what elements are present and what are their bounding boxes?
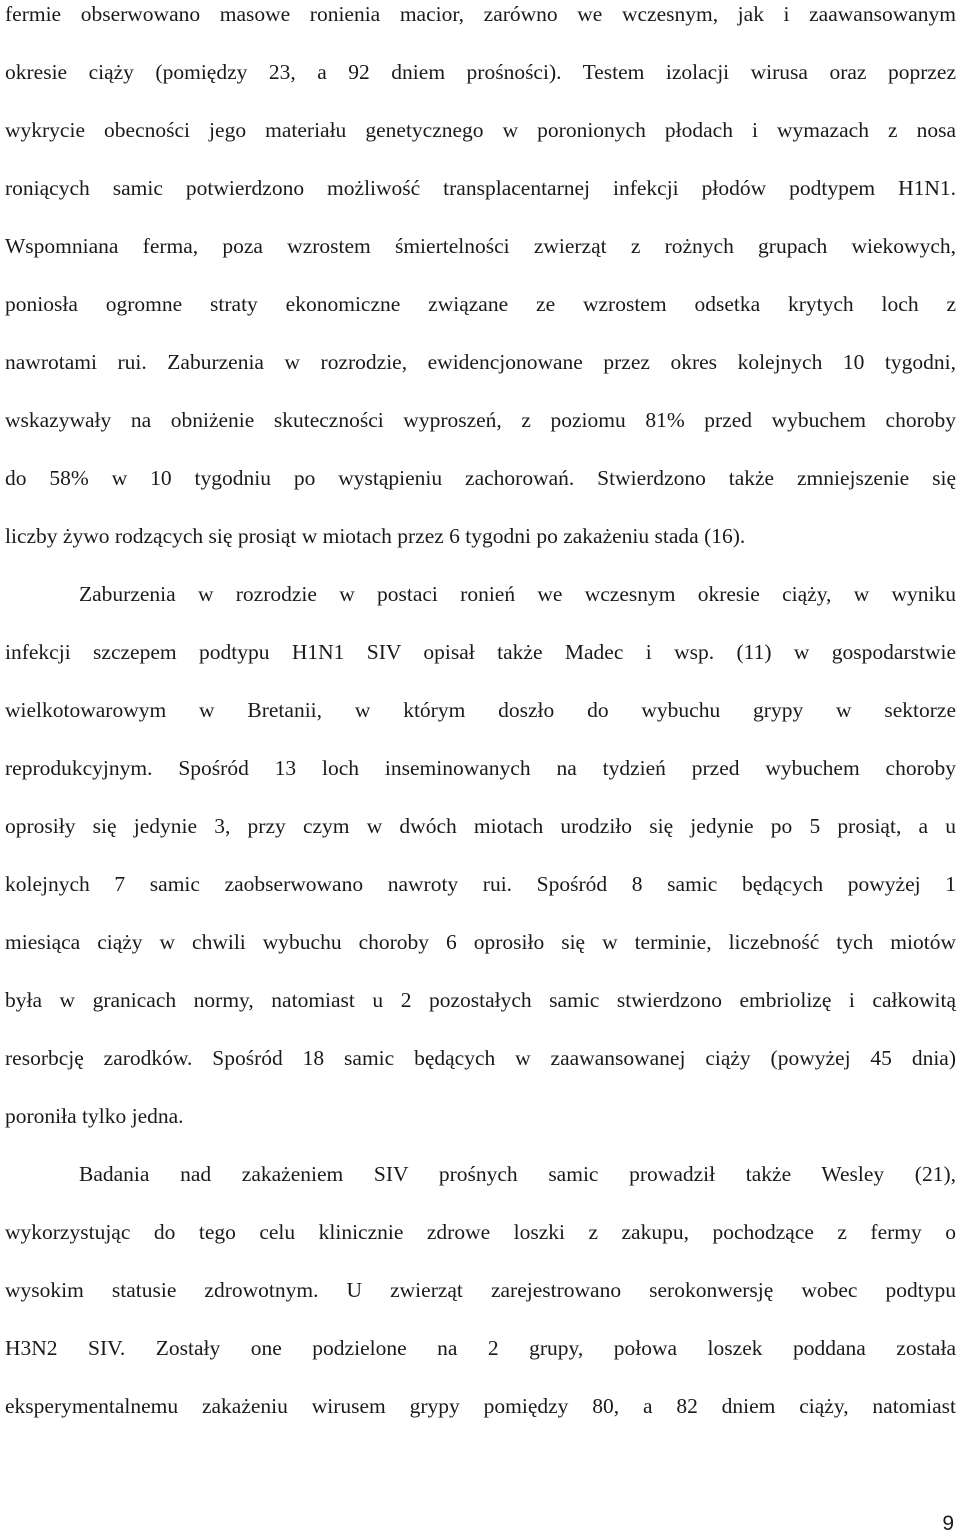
text-line: fermie obserwowano masowe ronienia macior, zarówno we wczesnym, jak i zaawansowanym: [5, 2, 956, 26]
text-line: infekcji szczepem podtypu H1N1 SIV opisał także Madec i wsp. (11) w gospodarstwie: [5, 640, 956, 664]
text-line: Zaburzenia w rozrodzie w postaci ronień we wczesnym okresie ciąży, w wyniku: [79, 582, 956, 606]
text-line: do 58% w 10 tygodniu po wystąpieniu zachorowań. Stwierdzono także zmniejszenie się: [5, 466, 956, 490]
text-line: wykrycie obecności jego materiału genetycznego w poronionych płodach i wymazach z nosa: [5, 118, 956, 142]
text-line: poniosła ogromne straty ekonomiczne związane ze wzrostem odsetka krytych loch z: [5, 292, 956, 316]
text-line: nawrotami rui. Zaburzenia w rozrodzie, ewidencjonowane przez okres kolejnych 10 tygodni,: [5, 350, 956, 374]
text-line: Badania nad zakażeniem SIV prośnych samic prowadził także Wesley (21),: [79, 1162, 956, 1186]
page-number: 9: [942, 1512, 954, 1535]
text-line: wysokim statusie zdrowotnym. U zwierząt zarejestrowano serokonwersję wobec podtypu: [5, 1278, 956, 1302]
text-line: Wspomniana ferma, poza wzrostem śmiertelności zwierząt z rożnych grupach wiekowych,: [5, 234, 956, 258]
text-line: wskazywały na obniżenie skuteczności wyproszeń, z poziomu 81% przed wybuchem choroby: [5, 408, 956, 432]
text-line: wielkotowarowym w Bretanii, w którym doszło do wybuchu grypy w sektorze: [5, 698, 956, 722]
text-line: H3N2 SIV. Zostały one podzielone na 2 grupy, połowa loszek poddana została: [5, 1336, 956, 1360]
text-line: oprosiły się jedynie 3, przy czym w dwóch miotach urodziło się jedynie po 5 prosiąt, a u: [5, 814, 956, 838]
text-line: eksperymentalnemu zakażeniu wirusem grypy pomiędzy 80, a 82 dniem ciąży, natomiast: [5, 1394, 956, 1418]
paragraph-3: [5, 1160, 956, 1450]
text-line: okresie ciąży (pomiędzy 23, a 92 dniem prośności). Testem izolacji wirusa oraz poprzez: [5, 60, 956, 84]
paragraph-1: [5, 0, 956, 580]
text-line: poroniła tylko jedna.: [5, 1104, 184, 1128]
text-line: wykorzystując do tego celu klinicznie zdrowe loszki z zakupu, pochodzące z fermy o: [5, 1220, 956, 1244]
text-line: miesiąca ciąży w chwili wybuchu choroby 6 oprosiło się w terminie, liczebność tych miotów: [5, 930, 956, 954]
text-line: liczby żywo rodzących się prosiąt w miotach przez 6 tygodni po zakażeniu stada (16).: [5, 524, 746, 548]
text-line: resorbcję zarodków. Spośród 18 samic będących w zaawansowanej ciąży (powyżej 45 dnia): [5, 1046, 956, 1070]
text-line: była w granicach normy, natomiast u 2 pozostałych samic stwierdzono embriolizę i całkowitą: [5, 988, 956, 1012]
text-line: reprodukcyjnym. Spośród 13 loch inseminowanych na tydzień przed wybuchem choroby: [5, 756, 956, 780]
text-line: kolejnych 7 samic zaobserwowano nawroty rui. Spośród 8 samic będących powyżej 1: [5, 872, 956, 896]
paragraph-2: [5, 580, 956, 1160]
text-line: roniących samic potwierdzono możliwość transplacentarnej infekcji płodów podtypem H1N1.: [5, 176, 956, 200]
